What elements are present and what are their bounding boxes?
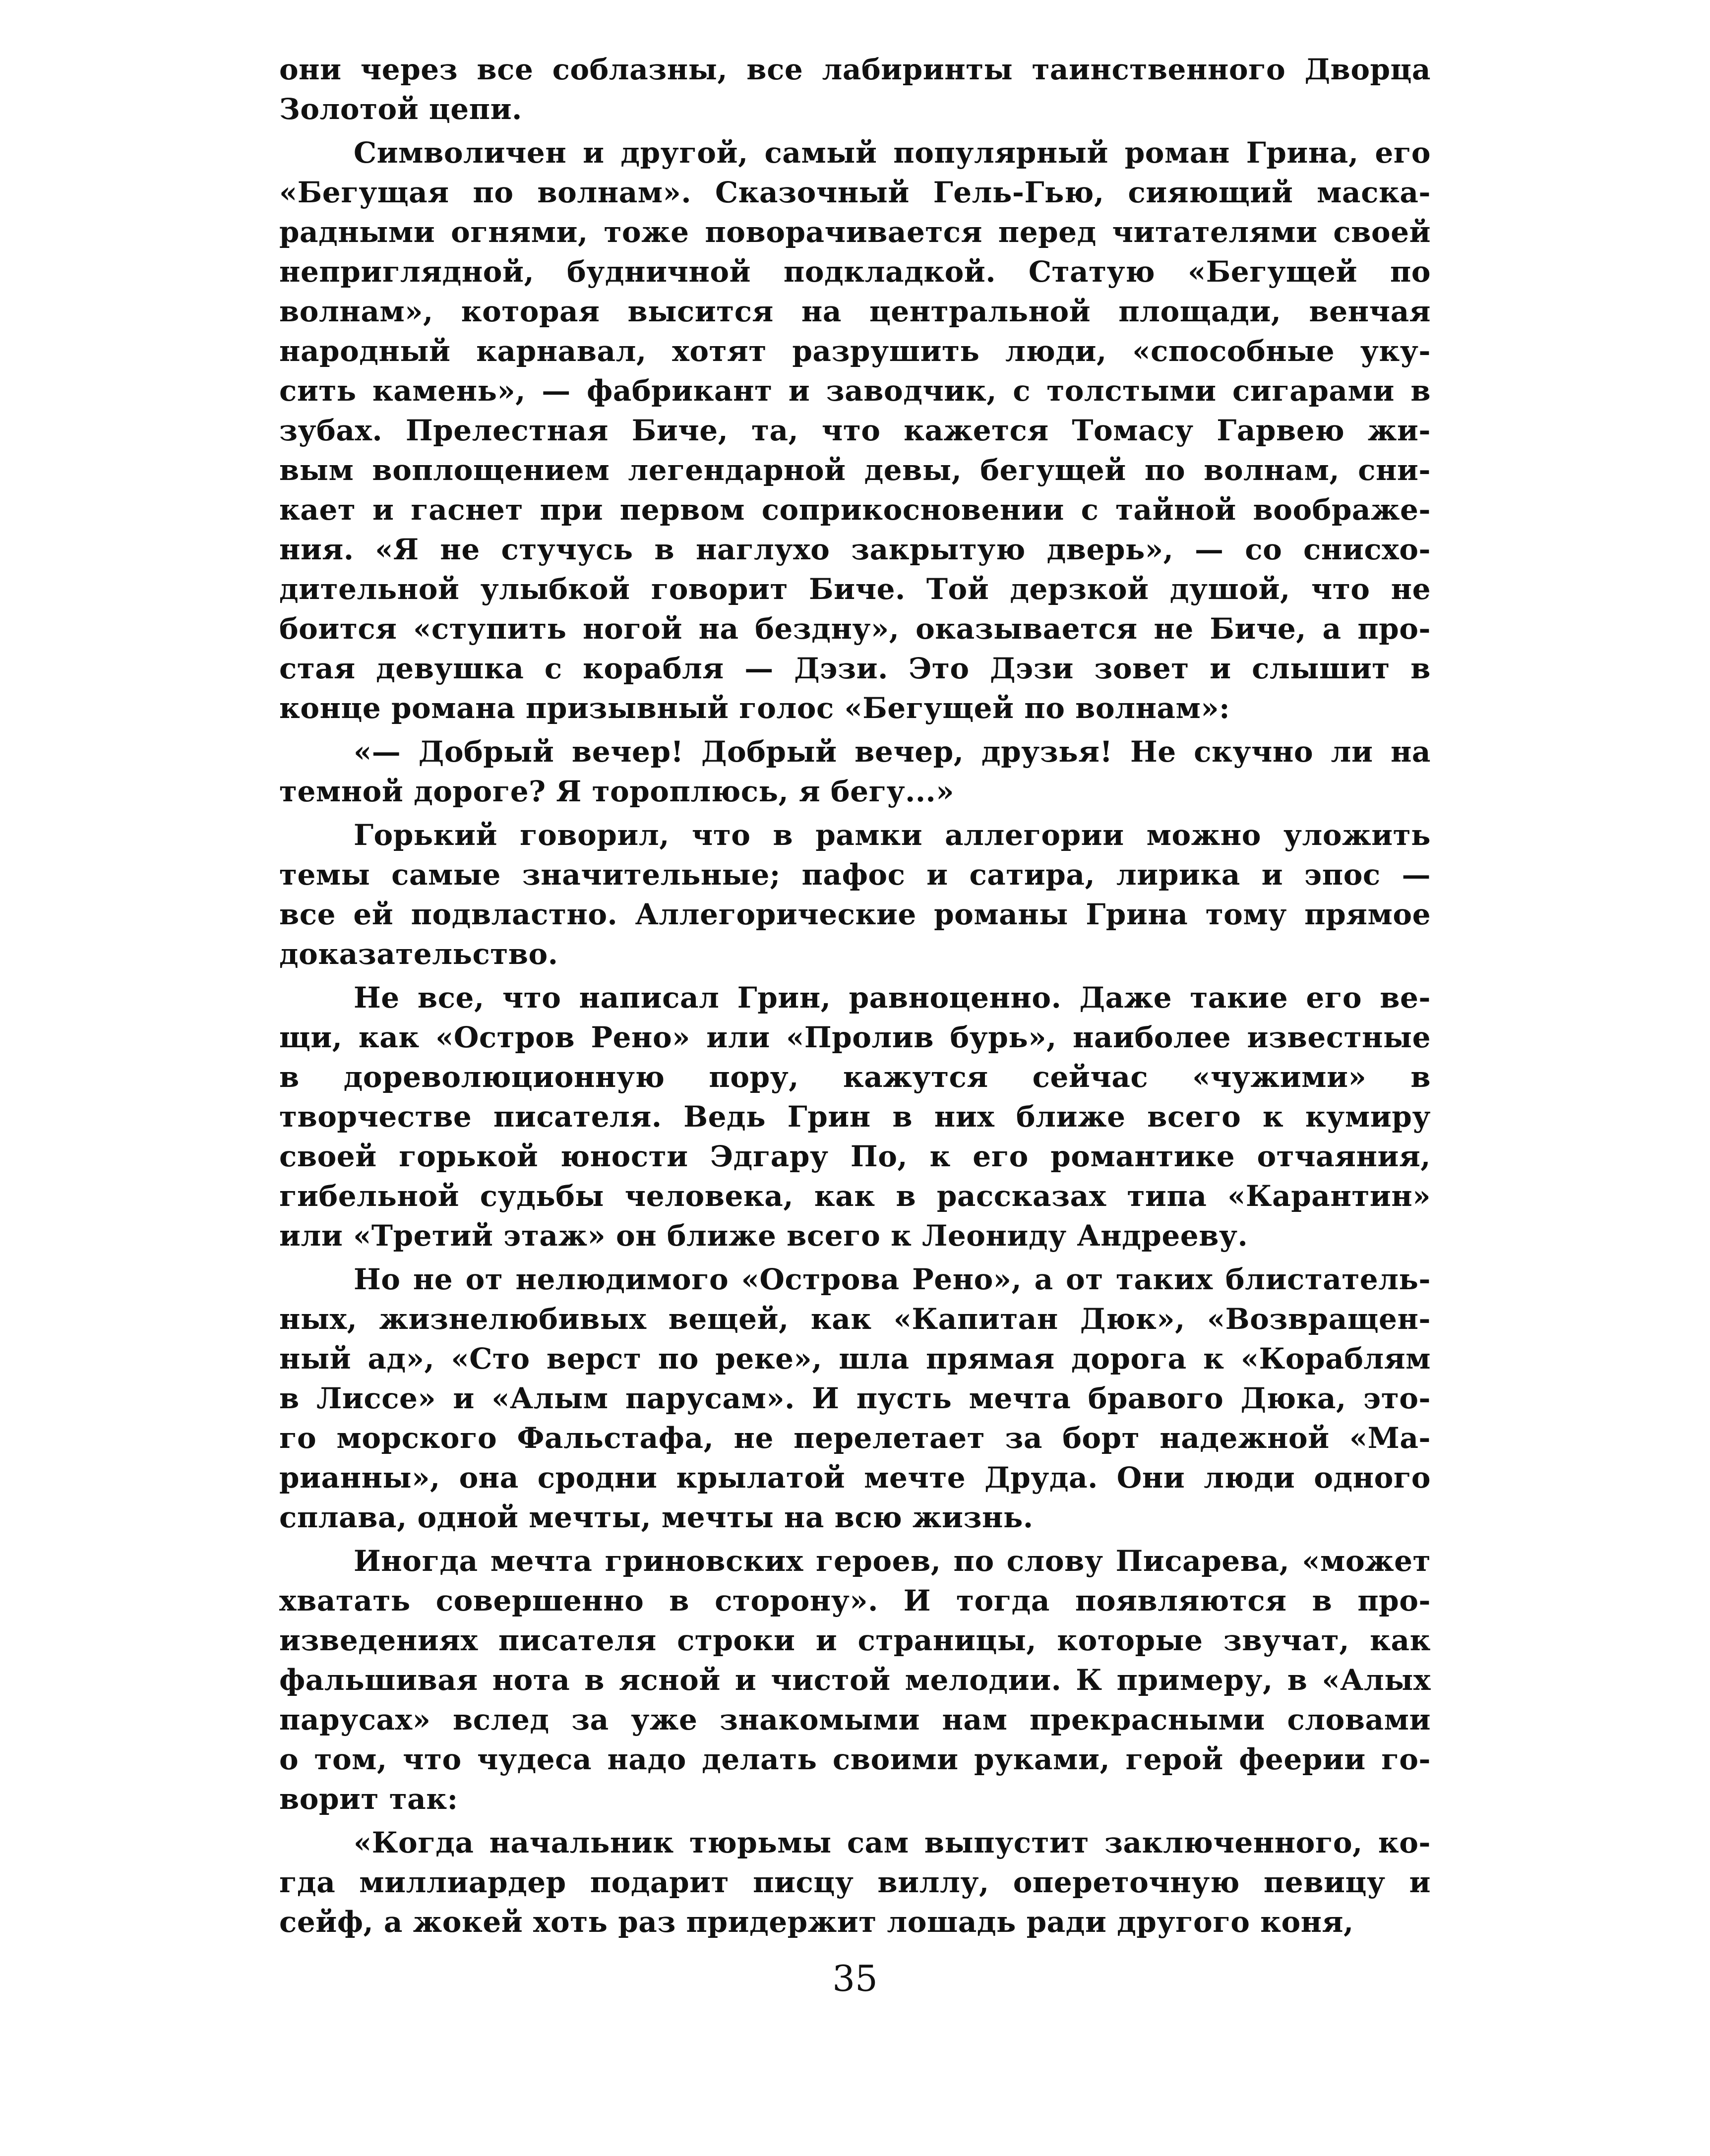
- text-line: зубах. Прелестная Биче, та, что кажется Томасу Гарвею жи-: [279, 414, 1431, 447]
- text-line: гибельной судьбы человека, как в рассказах типа «Карантин»: [279, 1179, 1431, 1213]
- text-line: радными огнями, тоже поворачивается перед читателями своей: [279, 215, 1431, 249]
- text-line: стая девушка с корабля — Дэзи. Это Дэзи зовет и слышит в: [279, 652, 1431, 685]
- text-line: ворит так:: [279, 1782, 458, 1816]
- text-line: волнам», которая высится на центральной площади, венчая: [279, 295, 1431, 328]
- text-line: рианны», она сродни крылатой мечте Друда. Они люди одного: [279, 1461, 1431, 1495]
- text-line: или «Третий этаж» он ближе всего к Леониду Андрееву.: [279, 1219, 1248, 1253]
- paragraph: [279, 1541, 1431, 1819]
- text-line: народный карнавал, хотят разрушить люди, «способные уку-: [279, 334, 1431, 368]
- page-number: 35: [832, 1958, 878, 1999]
- text-line: ный ад», «Сто верст по реке», шла прямая дорога к «Кораблям: [279, 1342, 1431, 1376]
- paragraph: [279, 978, 1431, 1256]
- text-line: ных, жизнелюбивых вещей, как «Капитан Дюк», «Возвращен-: [279, 1302, 1431, 1336]
- text-line: доказательство.: [279, 937, 558, 971]
- text-line: дительной улыбкой говорит Биче. Той дерзкой душой, что не: [279, 572, 1431, 606]
- paragraph-gap: [279, 129, 1431, 133]
- text-line: го морского Фальстафа, не перелетает за борт надежной «Ма-: [279, 1421, 1431, 1455]
- text-line: все ей подвластно. Аллегорические романы Грина тому прямое: [279, 898, 1431, 931]
- text-line: своей горькой юности Эдгару По, к его романтике отчаяния,: [279, 1139, 1431, 1173]
- text-line: темы самые значительные; пафос и сатира, лирика и эпос —: [279, 858, 1431, 892]
- text-line: в Лиссе» и «Алым парусам». И пусть мечта бравого Дюка, это-: [279, 1381, 1431, 1415]
- paragraph: [279, 1823, 1431, 1942]
- paragraph-gap: [279, 1819, 1431, 1823]
- paragraph: [279, 732, 1431, 811]
- paragraph-gap: [279, 1537, 1431, 1541]
- text-line: Золотой цепи.: [279, 92, 522, 126]
- text-line: вым воплощением легендарной девы, бегущей по волнам, сни-: [279, 453, 1431, 487]
- text-line: «Когда начальник тюрьмы сам выпустит заключенного, ко-: [354, 1826, 1431, 1859]
- paragraph: [279, 1259, 1431, 1537]
- text-line: кает и гаснет при первом соприкосновении с тайной воображе-: [279, 493, 1431, 527]
- paragraph-gap: [279, 974, 1431, 978]
- text-line: Не все, что написал Грин, равноценно. Даже такие его ве-: [354, 981, 1431, 1015]
- text-line: Символичен и другой, самый популярный роман Грина, его: [354, 136, 1431, 170]
- paragraph-gap: [279, 811, 1431, 815]
- text-line: конце романа призывный голос «Бегущей по волнам»:: [279, 691, 1230, 725]
- paragraph: [279, 815, 1431, 974]
- text-line: «— Добрый вечер! Добрый вечер, друзья! Не скучно ли на: [354, 735, 1431, 769]
- text-line: фальшивая нота в ясной и чистой мелодии. К примеру, в «Алых: [279, 1663, 1431, 1697]
- paragraph: [279, 50, 1431, 129]
- text-line: Иногда мечта гриновских героев, по слову Писарева, «может: [354, 1544, 1431, 1578]
- body-text: [279, 50, 1431, 1942]
- paragraph-gap: [279, 1256, 1431, 1259]
- text-line: творчестве писателя. Ведь Грин в них ближе всего к кумиру: [279, 1100, 1431, 1134]
- text-line: изведениях писателя строки и страницы, которые звучат, как: [279, 1623, 1431, 1657]
- paragraph-gap: [279, 728, 1431, 732]
- text-line: боится «ступить ногой на бездну», оказывается не Биче, а про-: [279, 612, 1431, 646]
- text-line: о том, что чудеса надо делать своими руками, герой феерии го-: [279, 1742, 1431, 1776]
- text-line: в дореволюционную пору, кажутся сейчас «чужими» в: [279, 1060, 1431, 1094]
- text-line: щи, как «Остров Рено» или «Пролив бурь», наиболее известные: [279, 1020, 1431, 1054]
- text-line: гда миллиардер подарит писцу виллу, опереточную певицу и: [279, 1865, 1431, 1899]
- text-line: хватать совершенно в сторону». И тогда появляются в про-: [279, 1584, 1431, 1617]
- text-line: «Бегущая по волнам». Сказочный Гель-Гью, сияющий маска-: [279, 176, 1431, 209]
- text-line: сить камень», — фабрикант и заводчик, с толстыми сигарами в: [279, 374, 1431, 408]
- text-line: парусах» вслед за уже знакомыми нам прекрасными словами: [279, 1703, 1431, 1737]
- text-line: ния. «Я не стучусь в наглухо закрытую дверь», — со снисхо-: [279, 533, 1431, 566]
- text-line: сейф, а жокей хоть раз придержит лошадь ради другого коня,: [279, 1905, 1354, 1939]
- text-line: они через все соблазны, все лабиринты таинственного Дворца: [279, 53, 1431, 86]
- text-line: неприглядной, будничной подкладкой. Статую «Бегущей по: [279, 255, 1431, 289]
- text-line: Горький говорил, что в рамки аллегории можно уложить: [354, 818, 1431, 852]
- paragraph: [279, 133, 1431, 728]
- text-line: сплава, одной мечты, мечты на всю жизнь.: [279, 1500, 1034, 1534]
- text-line: темной дороге? Я тороплюсь, я бегу...»: [279, 775, 954, 808]
- text-line: Но не от нелюдимого «Острова Рено», а от таких блистатель-: [354, 1262, 1431, 1296]
